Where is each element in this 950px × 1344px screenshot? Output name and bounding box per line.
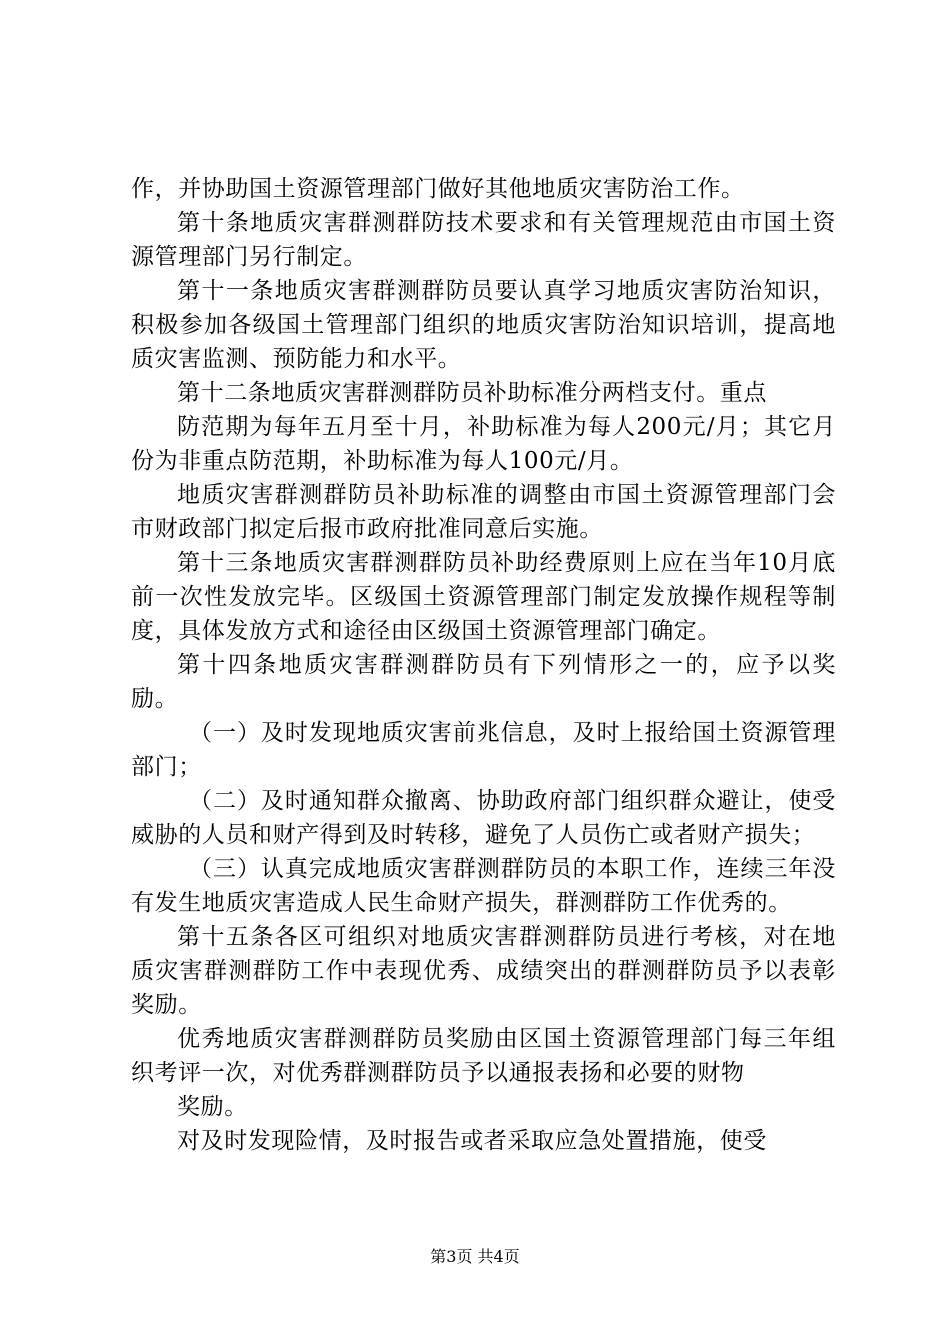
page-footer: 第3页 共4页 [430,1247,520,1266]
article-13: 第十三条地质灾害群测群防员补助经费原则上应在当年10月底前一次性发放完毕。区级国土资源管理部门制定发放操作规程等制度，具体发放方式和途径由区级国土资源管理部门确定。 [131,550,836,644]
article-15-award-end: 奖励。 [177,1094,248,1120]
article-15: 第十五条各区可组织对地质灾害群测群防员进行考核，对在地质灾害群测群防工作中表现优秀、成绩突出的群测群防员予以表彰奖励。 [131,924,836,1018]
article-15-timely: 对及时发现险情，及时报告或者采取应急处置措施，使受 [177,1128,767,1154]
document-body [131,172,836,1158]
article-14: 第十四条地质灾害群测群防员有下列情形之一的，应予以奖励。 [131,652,836,712]
article-11: 第十一条地质灾害群测群防员要认真学习地质灾害防治知识，积极参加各级国土管理部门组织的地质灾害防治知识培训，提高地质灾害监测、预防能力和水平。 [131,278,836,372]
article-12-adjustment: 地质灾害群测群防员补助标准的调整由市国土资源管理部门会市财政部门拟定后报市政府批准同意后实施。 [131,482,836,542]
article-14-item-3: （三）认真完成地质灾害群测群防员的本职工作，连续三年没有发生地质灾害造成人民生命财产损失，群测群防工作优秀的。 [131,856,836,916]
article-12-standard: 防范期为每年五月至十月，补助标准为每人200元/月；其它月份为非重点防范期，补助标准为每人100元/月。 [131,414,836,474]
paragraph-continuation: 作，并协助国土资源管理部门做好其他地质灾害防治工作。 [131,176,745,202]
article-14-item-2: （二）及时通知群众撤离、协助政府部门组织群众避让，使受威胁的人员和财产得到及时转移，避免了人员伤亡或者财产损失； [131,788,836,848]
article-14-item-1: （一）及时发现地质灾害前兆信息，及时上报给国土资源管理部门； [131,720,836,780]
article-12: 第十二条地质灾害群测群防员补助标准分两档支付。重点 [177,380,767,406]
article-15-award: 优秀地质灾害群测群防员奖励由区国土资源管理部门每三年组织考评一次，对优秀群测群防员予以通报表扬和必要的财物 [131,1026,836,1086]
article-10: 第十条地质灾害群测群防技术要求和有关管理规范由市国土资源管理部门另行制定。 [131,210,836,270]
